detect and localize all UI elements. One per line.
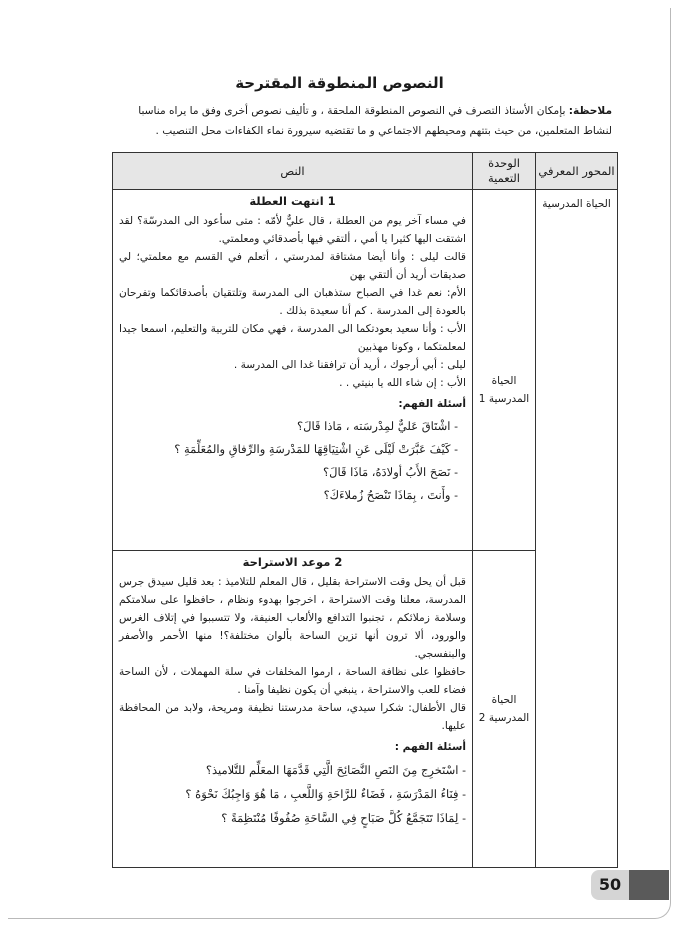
questions-heading-1: أسئلة الفهم: xyxy=(398,398,466,410)
question: - لِمَاذَا تَتَجَمَّعُ كُلَّ صَبَاحٍ فِي السَّاحَةِ صُفُوفًا مُنْتَظِمَةً ؟ xyxy=(119,806,466,830)
section-title-2: 2 موعد الاستراحة xyxy=(242,554,343,569)
header-unit: الوحدة التعمية xyxy=(473,153,536,190)
header-axis: المحور المعرفي xyxy=(536,153,618,190)
questions-heading-2: أسئلة الفهم : xyxy=(394,740,466,753)
page-title: النصوص المنطوقة المقترحة xyxy=(235,74,444,92)
note-label: ملاحظة: xyxy=(568,105,612,117)
question: - كَيْفَ عَبَّرَتْ لَيْلَى عَنِ اشْتِيَاقِهَا للمَدْرسَةِ والرِّفاقِ والمُعَلِّمَةِ ؟ xyxy=(119,438,466,461)
paragraph: قال الأطفال: شكرا سيدي، ساحة مدرستنا نظيفة ومريحة، ولابد من المحافظة عليها. xyxy=(119,701,466,732)
question: - اشْتَاقَ عَليٌّ لمِدْرسَته ، مَاذا قَالَ؟ xyxy=(119,415,466,438)
table-row xyxy=(113,190,618,551)
section-title-1: 1 انتهت العطلة xyxy=(249,194,336,208)
unit-cell-1: الحياة المدرسية 1 xyxy=(473,190,536,551)
paragraph: في مساء آخر يوم من العطلة ، قال عليٌّ لأمّه : متى سأعود الى المدرسّة؟ لقد اشتقت اليها كثيرا يا أمي ، ألتقي فيها بأصدقائي ومعلمتي. xyxy=(119,215,466,245)
question: - اسْتَخرِج مِنَ النَصِ النَّصَائِحَ الَّتِي قَدَّمَهَا المعَلِّم للتَّلاميذ؟ xyxy=(119,758,466,782)
paragraph: الأب : وأنا سعيد بعودتكما الى المدرسة ، فهي مكان للتربية والتعليم، اسمعا جيدا لمعلمتكما ، وكونا مهذبين xyxy=(119,323,466,353)
paragraph: قالت ليلى : وأنا أيضا مشتاقة لمدرستي ، أتعلم في القسم مع معلمتي؛ لي صديقات أريد أن ألتقي بهن xyxy=(119,251,466,281)
page-number: 50 xyxy=(591,870,629,900)
paragraph: قبل أن يحل وقت الاستراحة بقليل ، قال المعلم للتلاميذ : بعد قليل سيدق جرس المدرسة، معلنا وقت الاستراحة ، اخرجوا بهدوء ونظام ، حافظوا على سلامتكم وسلامة زملائكم ، تجنبوا التدافع والألعاب العنيفة، ولا تتسببوا في إتلاف الغرس والورود، ألا ترون أنها تزين الساحة بألوان مختلفة؟! منها الأحمر والأصفر والبنفسجي. xyxy=(119,575,466,660)
paragraph: الأم: نعم غدا في الصباح ستذهبان الى المدرسة وتلتقيان بأصدقائكما وتفرحان بالعودة إلى المدرسة . كم أنا سعيدة بذلك . xyxy=(119,287,466,317)
paragraph: حافظوا على نظافة الساحة ، ارموا المخلفات في سلة المهملات ، لأن الساحة فضاء للعب والاستراحة ، ينبغي أن يكون نظيفا وآمنا . xyxy=(119,665,466,696)
texts-table xyxy=(112,152,618,868)
table-header-row xyxy=(113,153,618,190)
axis-cell: الحياة المدرسية xyxy=(536,190,618,868)
page-number-tab xyxy=(629,870,669,900)
text-cell-1 xyxy=(113,190,473,551)
paragraph: ليلى : أبي أرجوك ، أريد أن ترافقنا غدا الى المدرسة . xyxy=(233,359,466,371)
note-text: بإمكان الأستاذ التصرف في النصوص المنطوقة الملحقة ، و تأليف نصوص أخرى وفق ما يراه مناسبا لنشاط المتعلمين، من حيث بتتهم ومحيطهم الاجتماعي و ما تقتضيه سيرورة نماء الكفاءات محل التنصيب . xyxy=(138,105,612,137)
paragraph: الأب : إن شاء الله يا بنيتي . . xyxy=(339,377,466,389)
note-paragraph xyxy=(112,101,612,141)
text-cell-2 xyxy=(113,550,473,867)
question: - وأَنتَ ، بِمَاذَا تَنْصَحُ زُملاءَكَ؟ xyxy=(119,484,466,507)
header-text: النص xyxy=(113,153,473,190)
question: - نَصَحَ الأَبُ أولادَهُ، مَاذَا قَالَ؟ xyxy=(119,461,466,484)
question: - فِنَاءُ المَدْرَسَةِ ، فَضَاءٌ للرَّاحَةِ وَاللَّعبِ ، مَا هُوَ وَاجِبُكَ نَحْوَهُ ؟ xyxy=(119,782,466,806)
unit-cell-2: الحياة المدرسية 2 xyxy=(473,550,536,867)
